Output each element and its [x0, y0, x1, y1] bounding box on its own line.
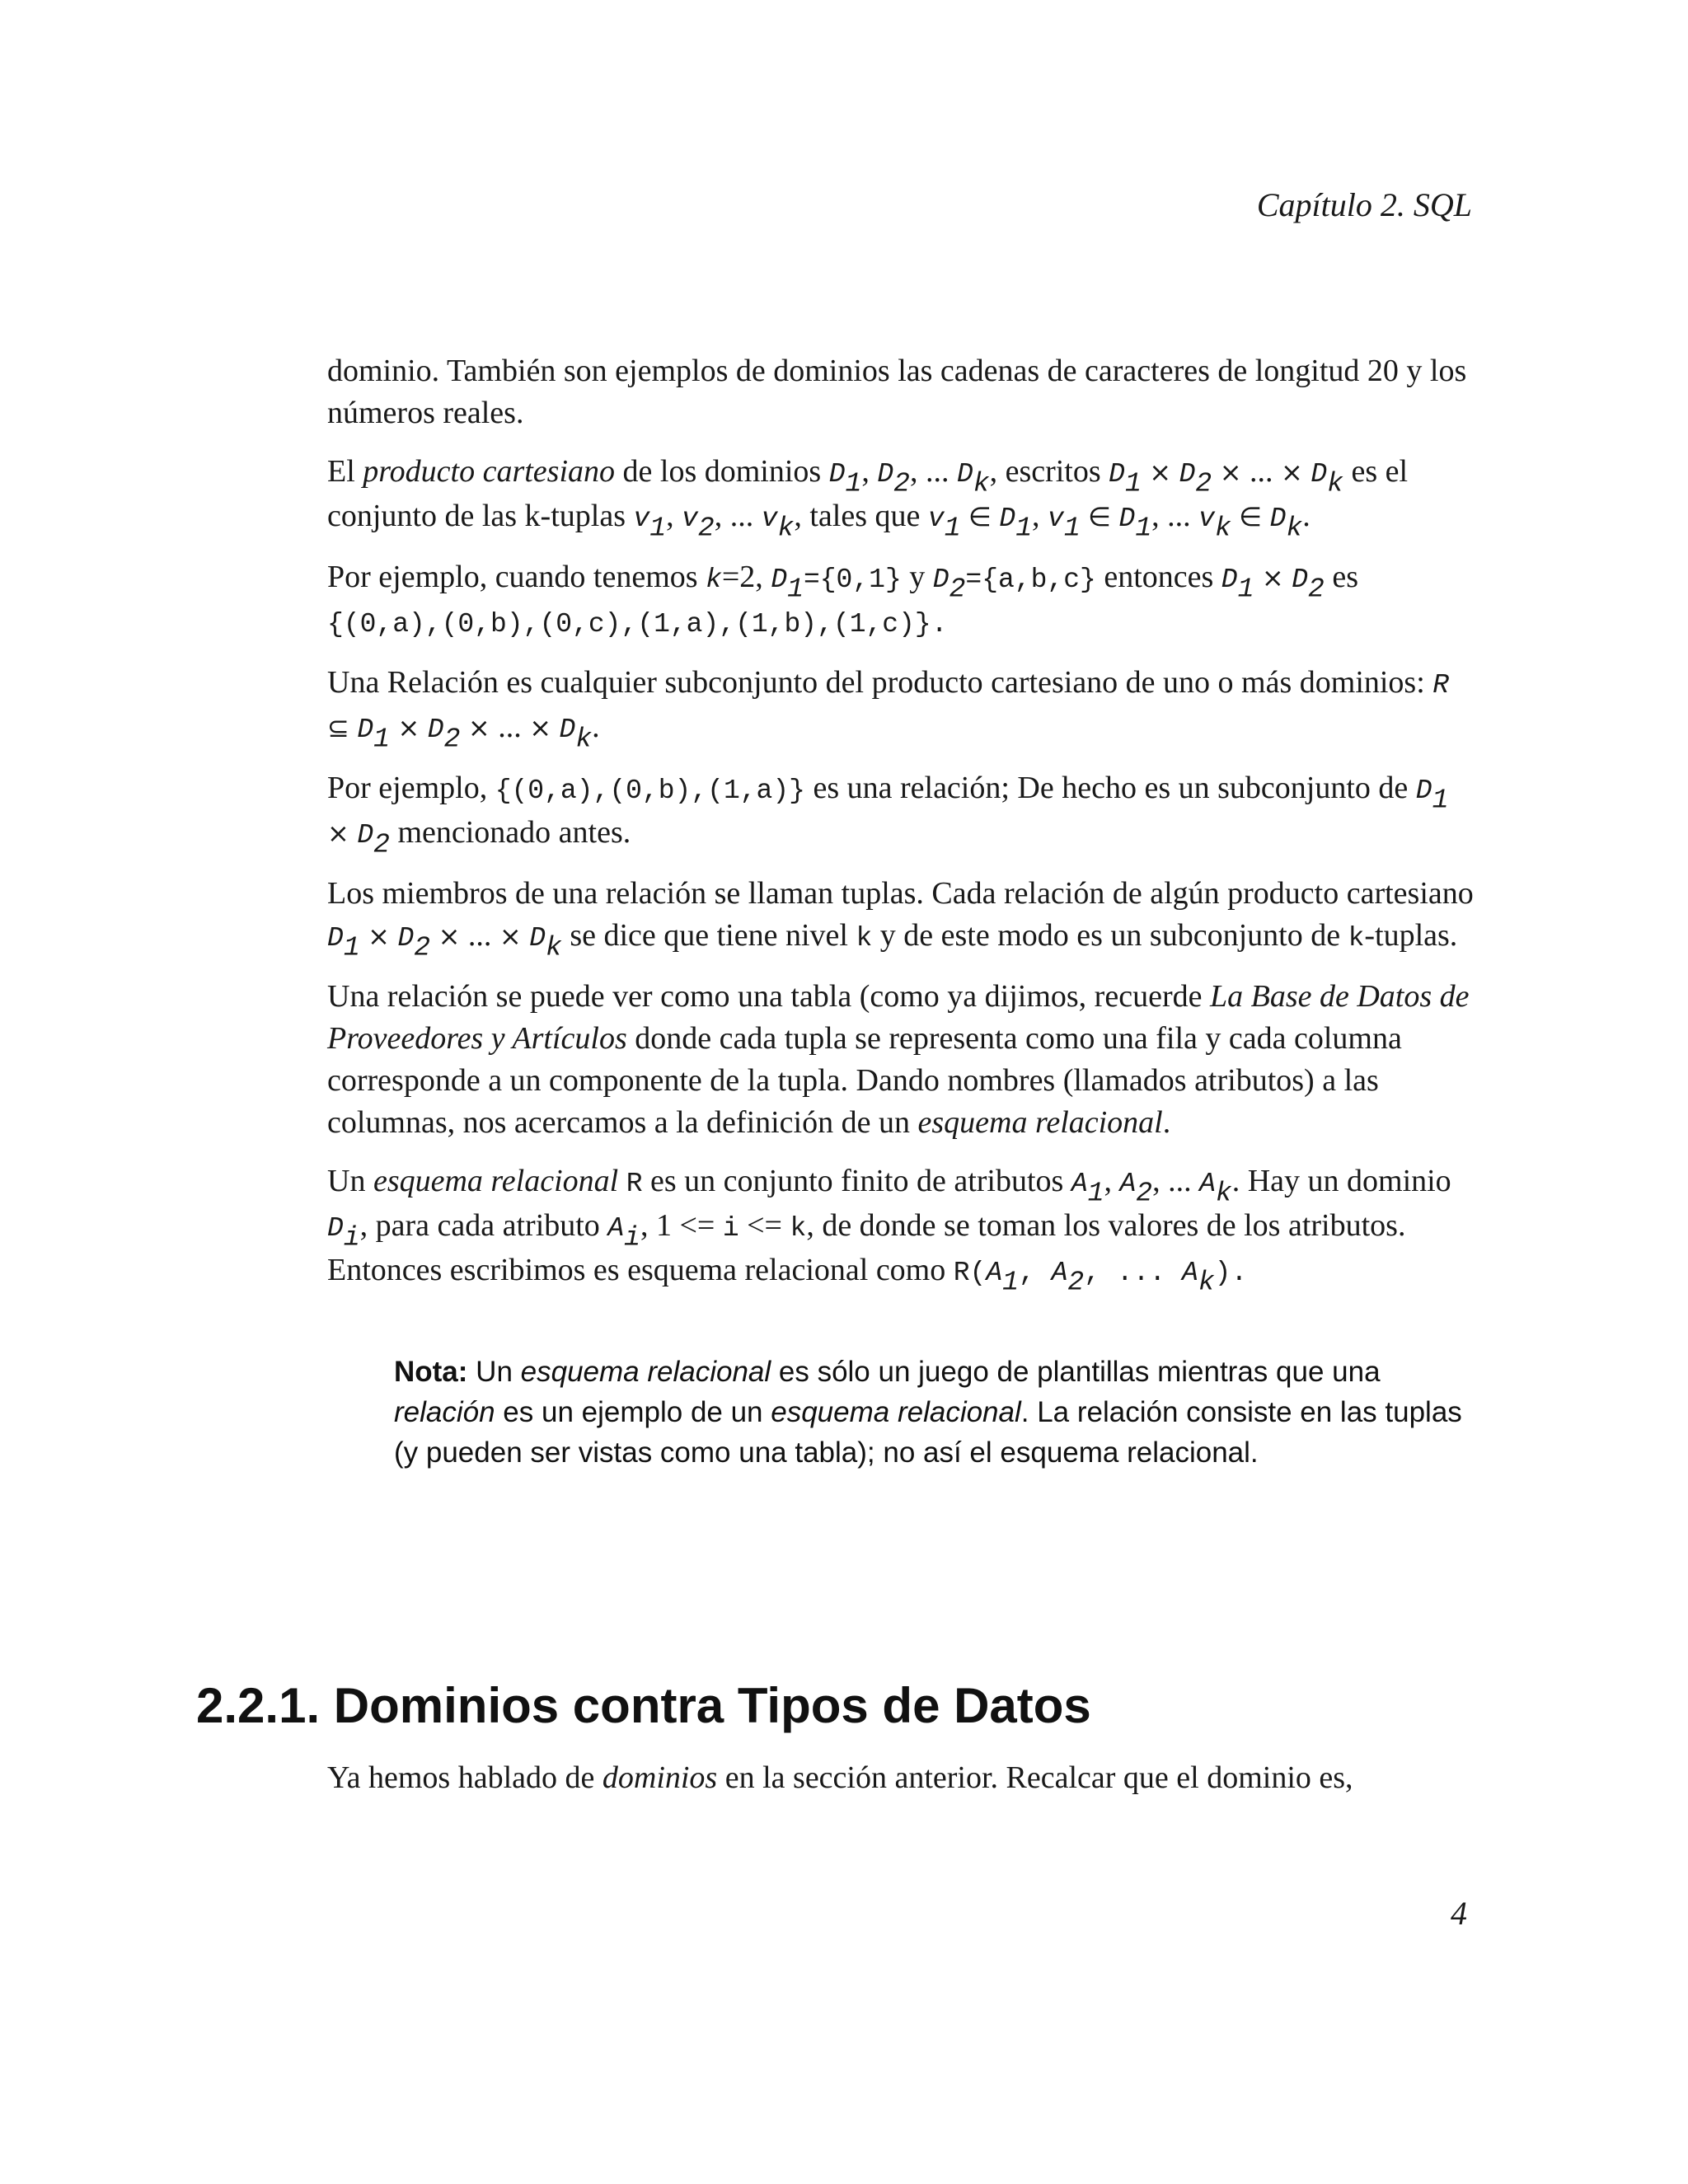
term-base-de-datos: La Base de Datos de Proveedores y Artículos — [327, 979, 1470, 1056]
section-intro-paragraph: Ya hemos hablado de dominios en la sección anterior. Recalcar que el dominio es, — [327, 1760, 1353, 1795]
main-body — [327, 350, 1475, 1310]
page-number: 4 — [1451, 1895, 1467, 1932]
paragraph-domains-examples: dominio. También son ejemplos de dominios las cadenas de caracteres de longitud 20 y los números reales. — [327, 354, 1467, 430]
paragraph-relation-definition: Una Relación es cualquier subconjunto del producto cartesiano de uno o más dominios: R ⊆ $D_1 \times D_2$ × ... × $D_k$. — [327, 665, 1450, 755]
paragraph-tuples: Los miembros de una relación se llaman tuplas. Cada relación de algún producto cartesiano $D_1 \times D_2$ × ... × $D_k$ se dice que tiene nivel k y de este modo es un subconjunto de k-tuplas. — [327, 876, 1474, 963]
note-box: Nota: Un esquema relacional es sólo un juego de plantillas mientras que una relación es un ejemplo de un esquema relacional. La relación consiste en las tuplas (y pueden ser vistas como una tabla); no así el esquema relacional. — [394, 1356, 1462, 1469]
paragraph-relational-schema: Un esquema relacional R es un conjunto finito de atributos $A_1$, $A_2$, ... $A_k$. Hay un dominio $D_i$, para cada atributo $A_i$, 1 <= i <= k, de donde se toman los valores de los atributos. Entonces escribimos es esquema relacional como $R(A_1$, $A_2$, ... $A_k$). — [327, 1164, 1451, 1298]
paragraph-relation-as-table: Una relación se puede ver como una tabla (como ya dijimos, recuerde La Base de Datos de Proveedores y Artículos donde cada tupla se representa como una fila y cada columna corresponde a un componente de la tupla. Dando nombres (llamados atributos) a las columnas, nos acercamos a la definición de un esquema relacional. — [327, 979, 1470, 1140]
paragraph-relation-example: Por ejemplo, {(0,a),(0,b),(1,a)} es una relación; De hecho es un subconjunto de $D_1 \times D_2$ mencionado antes. — [327, 771, 1449, 860]
paragraph-cartesian-example: Por ejemplo, cuando tenemos k=2, $D_1=\{0,1\}$ y $D_2=\{a,b,c\}$ entonces $D_1 \times D_2$ es {(0,a),(0,b),(0,c),(1,a),(1,b),(1,c)}. — [327, 560, 1359, 640]
paragraph-cartesian-product: El producto cartesiano de los dominios $D_1$, $D_2$, ... $D_k$, escritos $D_1 \times D_2$ × ... × $D_k$ es el conjunto de las k-tuplas $v_1$, $v_2$, ... $v_k$, tales que $v_1$ ∈ $D_1$, $v_1$ ∈ $D_1$, ... $v_k$ ∈ $D_k$. — [327, 454, 1409, 544]
note-label: Nota: — [394, 1356, 468, 1388]
running-header: Capítulo 2. SQL — [1256, 186, 1472, 223]
section-heading: 2.2.1. Dominios contra Tipos de Datos — [196, 1678, 1091, 1733]
term-producto-cartesiano: producto cartesiano — [363, 454, 616, 489]
term-esquema-relacional: esquema relacional — [917, 1105, 1163, 1140]
cartesian-result: {(0,a),(0,b),(0,c),(1,a),(1,b),(1,c)}. — [327, 609, 948, 640]
